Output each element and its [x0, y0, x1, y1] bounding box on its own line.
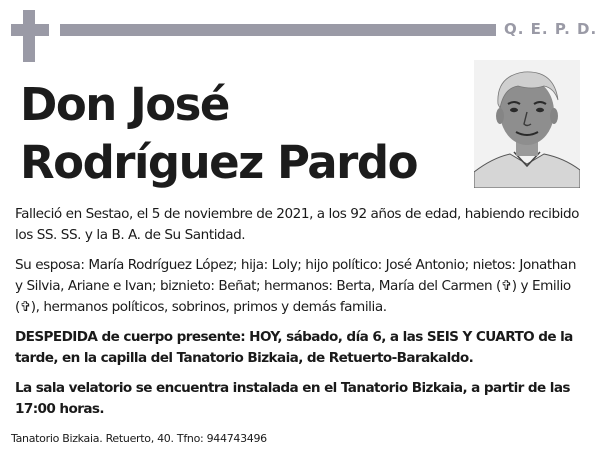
deceased-name [20, 76, 450, 192]
cross-horizontal-bar [11, 24, 49, 36]
deceased-name-line2: Rodríguez Pardo [20, 136, 417, 189]
farewell-paragraph: DESPEDIDA de cuerpo presente: HOY, sábado, día 6, a las SEIS Y CUARTO de la tarde, en la capilla del Tanatorio Bizkaia, de Retuerto-Barakaldo. [15, 329, 573, 366]
cross-vertical-bar [23, 10, 35, 62]
funeral-home-contact: Tanatorio Bizkaia. Retuerto, 40. Tfno: 944743496 [11, 432, 267, 445]
deceased-name-line1: Don José [20, 78, 229, 131]
portrait-photo [474, 60, 580, 188]
portrait-illustration [474, 60, 580, 188]
wake-room-paragraph: La sala velatorio se encuentra instalada en el Tanatorio Bizkaia, a partir de las 17:00 horas. [15, 380, 570, 417]
family-members-paragraph: Su esposa: María Rodríguez López; hija: Loly; hijo político: José Antonio; nietos: Jonathan y Silvia, Ariane e Ivan; biznieto: Beñat; hermanos: Berta, María del Carmen (✞) y Emilio (✞), hermanos políticos, sobrinos, primos y demás familia. [15, 257, 576, 315]
header-divider-bar [60, 24, 496, 36]
qepd-label: Q. E. P. D. [504, 20, 598, 38]
death-details-paragraph: Falleció en Sestao, el 5 de noviembre de 2021, a los 92 años de edad, habiendo recibido los SS. SS. y la B. A. de Su Santidad. [15, 206, 579, 243]
